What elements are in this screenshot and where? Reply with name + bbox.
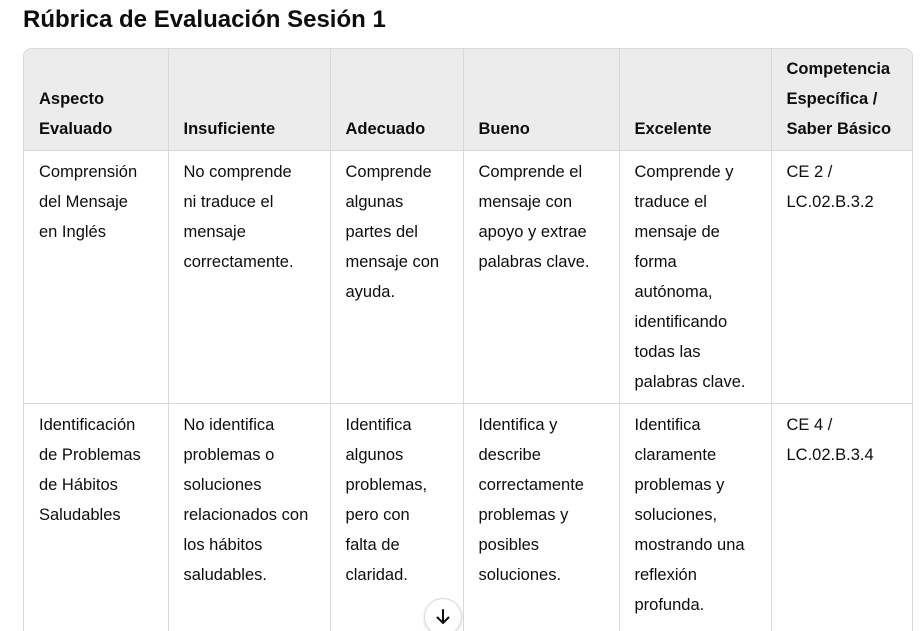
- cell-aspecto: Identificación de Problemas de Hábitos Saludables: [24, 403, 168, 631]
- cell-adecuado: Identifica algunos problemas, pero con falta de claridad.: [330, 403, 463, 631]
- cell-competencia: CE 4 / LC.02.B.3.4: [771, 403, 913, 631]
- cell-insuficiente: No identifica problemas o soluciones relacionados con los hábitos saludables.: [168, 403, 330, 631]
- header-bueno: Bueno: [463, 49, 619, 150]
- cell-excelente: Identifica claramente problemas y soluciones, mostrando una reflexión profunda.: [619, 403, 771, 631]
- rubric-table: [24, 49, 913, 631]
- table-row: [24, 403, 913, 631]
- header-aspecto-evaluado: Aspecto Evaluado: [24, 49, 168, 150]
- cell-competencia: CE 2 / LC.02.B.3.2: [771, 150, 913, 403]
- table-row: [24, 150, 913, 403]
- cell-excelente: Comprende y traduce el mensaje de forma autónoma, identificando todas las palabras clave.: [619, 150, 771, 403]
- cell-adecuado: Comprende algunas partes del mensaje con ayuda.: [330, 150, 463, 403]
- header-adecuado: Adecuado: [330, 49, 463, 150]
- table-header-row: [24, 49, 913, 150]
- cell-bueno: Comprende el mensaje con apoyo y extrae palabras clave.: [463, 150, 619, 403]
- cell-insuficiente: No comprende ni traduce el mensaje correctamente.: [168, 150, 330, 403]
- arrow-down-icon: [434, 608, 452, 626]
- page-title: Rúbrica de Evaluación Sesión 1: [23, 6, 386, 33]
- cell-aspecto: Comprensión del Mensaje en Inglés: [24, 150, 168, 403]
- cell-bueno: Identifica y describe correctamente problemas y posibles soluciones.: [463, 403, 619, 631]
- rubric-table-container[interactable]: [23, 48, 913, 631]
- header-competencia: Competencia Específica / Saber Básico: [771, 49, 913, 150]
- scroll-down-button[interactable]: [424, 598, 462, 631]
- header-insuficiente: Insuficiente: [168, 49, 330, 150]
- header-excelente: Excelente: [619, 49, 771, 150]
